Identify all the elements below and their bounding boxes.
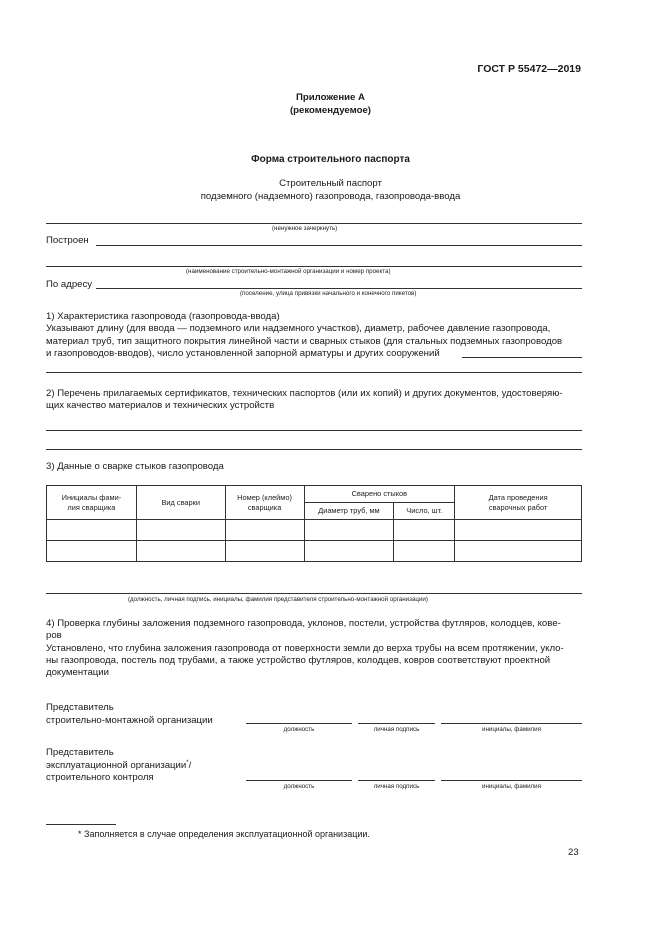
rep2-signature-line <box>358 780 435 781</box>
rep1-position-line <box>246 723 352 724</box>
col-welder-name <box>47 486 137 520</box>
col-pipe-diameter: Диаметр труб, мм <box>304 503 394 520</box>
section4-line3: Установлено, что глубина заложения газопровода от поверхности земли до верха трубы на всем протяжении, укло- <box>46 643 564 654</box>
section2-line1: 2) Перечень прилагаемых сертификатов, технических паспортов (или их копий) и других документов, удостоверяю- <box>46 388 563 399</box>
col-welding-type: Вид сварки <box>136 486 225 520</box>
section4-line2: ров <box>46 630 62 641</box>
rep1-name-line <box>441 723 582 724</box>
organization-note: (наименование строительно-монтажной организации и номер проекта) <box>186 268 391 275</box>
col-welding-date <box>455 486 582 520</box>
col-welding-date-line2: сварочных работ <box>488 502 548 512</box>
built-label: Построен <box>46 235 89 246</box>
section4-line5: документации <box>46 667 109 678</box>
section1-line3: и газопроводов-вводов), число установленной запорной арматуры и других сооружений <box>46 348 440 359</box>
rep1-signature-line <box>358 723 435 724</box>
section3-title: 3) Данные о сварке стыков газопровода <box>46 461 224 472</box>
rep1-position-label: должность <box>283 726 315 733</box>
passport-line2: подземного (надземного) газопровода, газопровода-ввода <box>200 191 461 202</box>
rep2-line3: строительного контроля <box>46 772 154 783</box>
rep2-line2-text: эксплуатационной организации <box>46 760 187 771</box>
organization-line <box>46 266 582 267</box>
section1-line1: Указывают длину (для ввода — подземного или надземного участков), диаметр, рабочее давление газопровода, <box>46 323 551 334</box>
col-joint-count: Число, шт. <box>394 503 455 520</box>
rep1-line2: строительно-монтажной организации <box>46 715 213 726</box>
section2-line2: щих качество материалов и технических устройств <box>46 400 275 411</box>
section1-extra-line <box>46 372 582 373</box>
rep2-footnote-mark: * <box>186 759 189 766</box>
col-welder-stamp <box>225 486 304 520</box>
col-welder-name-line1: Инициалы фами- <box>61 492 122 502</box>
rep1-line1: Представитель <box>46 702 114 713</box>
col-welder-stamp-line2: сварщика <box>247 502 282 512</box>
table-row <box>47 520 582 541</box>
section1-line2: материал труб, тип защитного покрытия линейной части и сварных стыков (для стальных подземных газопроводов <box>46 336 563 347</box>
rep2-name-label: инициалы, фамилия <box>482 783 541 790</box>
section4-line1: 4) Проверка глубины заложения подземного газопровода, уклонов, постели, устройства футляров, колодцев, ковe- <box>46 618 561 629</box>
appendix-subtitle: (рекомендуемое) <box>289 105 371 116</box>
rep2-name-line <box>441 780 582 781</box>
section2-fill-line2 <box>46 449 582 450</box>
address-field-line <box>96 288 582 289</box>
form-title: Форма строительного паспорта <box>251 154 410 165</box>
section1-title: 1) Характеристика газопровода (газопровода-ввода) <box>46 311 280 322</box>
address-label: По адресу <box>46 279 93 290</box>
rep1-name-label: инициалы, фамилия <box>482 726 541 733</box>
footnote-separator <box>46 824 116 825</box>
rep2-slash: / <box>188 760 192 771</box>
welding-table <box>46 485 582 562</box>
rep2-position-label: должность <box>283 783 315 790</box>
col-welding-date-line1: Дата проведения <box>488 492 548 502</box>
col-welder-stamp-line1: Номер (клеймо) <box>237 492 292 502</box>
footnote: * Заполняется в случае определения эксплуатационной организации. <box>78 829 370 839</box>
gas-type-line <box>46 223 582 224</box>
col-welded-joints: Сварено стыков <box>304 486 455 503</box>
table-header-row <box>47 486 582 503</box>
address-note: (поселение, улица привязки начального и конечного пикетов) <box>240 290 417 297</box>
built-field-line <box>96 245 582 246</box>
section3-sign-note: (должность, личная подпись, инициалы, фамилия представителя строительно-монтажной организации) <box>128 596 428 603</box>
section2-fill-line1 <box>46 430 582 431</box>
rep2-line1: Представитель <box>46 747 114 758</box>
appendix-title: Приложение А <box>296 92 365 103</box>
rep1-signature-label: личная подпись <box>373 726 420 733</box>
standard-number: ГОСТ Р 55472—2019 <box>477 63 581 75</box>
page-number: 23 <box>568 847 579 858</box>
section4-line4: ны газопровода, постель под трубами, а также устройство футляров, колодцев, ковров соответствуют проектной <box>46 655 551 666</box>
col-welder-name-line2: лия сварщика <box>67 502 116 512</box>
passport-line1: Строительный паспорт <box>279 178 382 189</box>
section1-fill-line <box>462 357 582 358</box>
unneeded-note: (ненужное зачеркнуть) <box>272 225 338 232</box>
rep2-signature-label: личная подпись <box>373 783 420 790</box>
table-row <box>47 541 582 562</box>
section3-sign-line <box>46 593 582 594</box>
rep2-position-line <box>246 780 352 781</box>
